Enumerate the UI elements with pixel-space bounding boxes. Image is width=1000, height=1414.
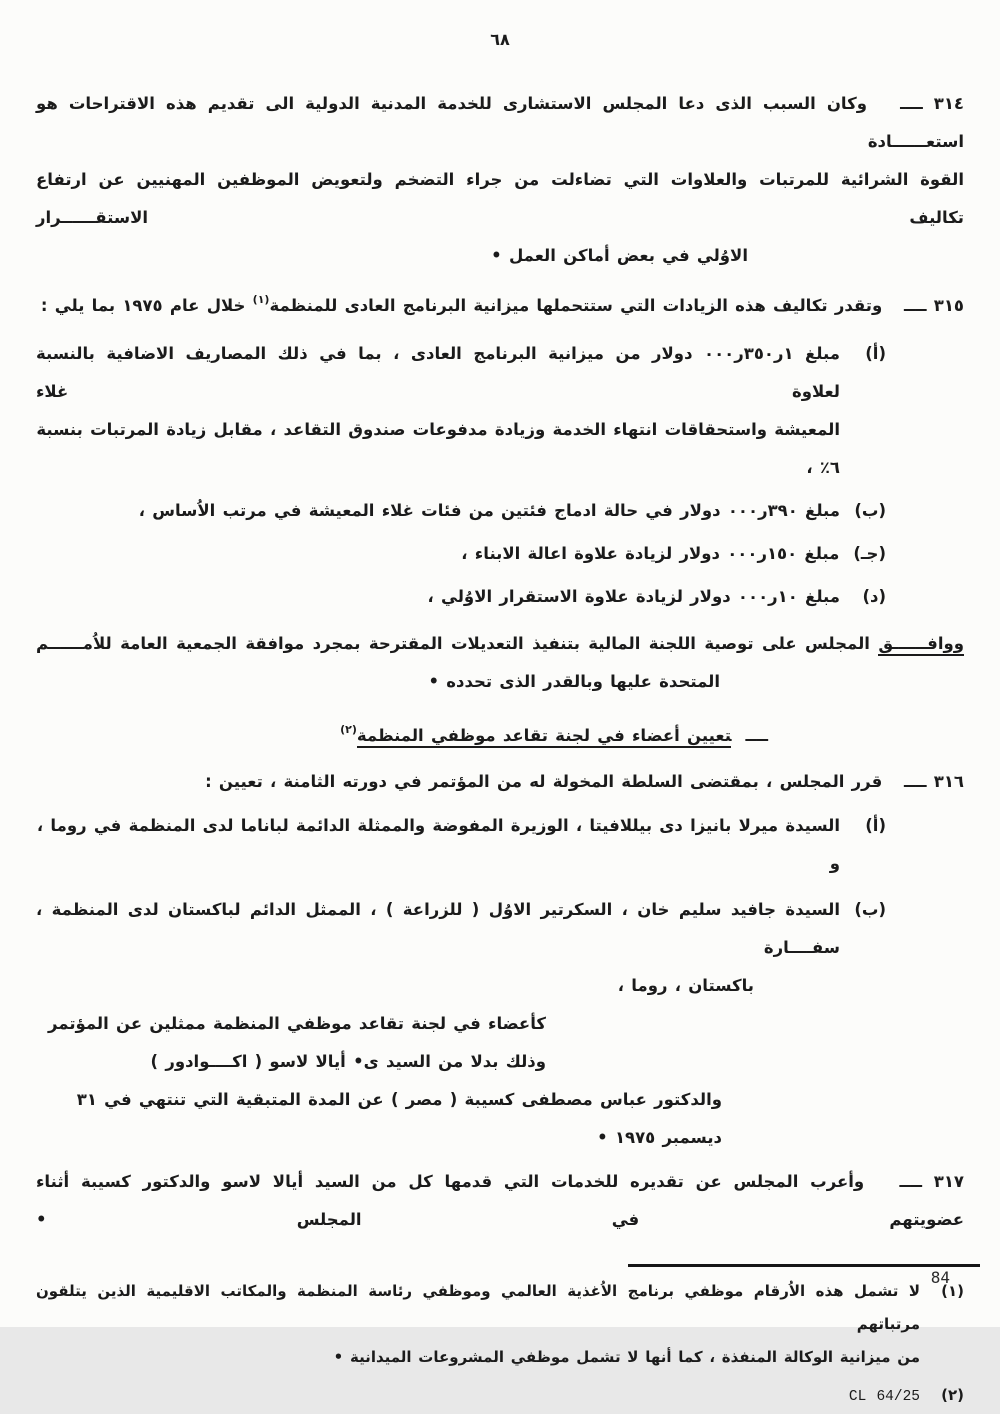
- text-line: القوة الشرائية للمرتبات والعلاوات التي تضاءلت من جراء التضخم ولتعويض الموظفين المهنيين عن ارتفاع تكاليف الاستقــــــرار: [36, 170, 964, 227]
- item-marker: (أ): [865, 344, 886, 363]
- heading-text: تعيين أعضاء في لجنة تقاعد موظفي المنظمة: [357, 726, 732, 748]
- text-line: ٣١٤ ــــ وكان السبب الذى دعا المجلس الاستشارى للخدمة المدنية الدولية الى تقديم هذه الاقتراحات هو استعــــــادة: [36, 94, 964, 151]
- text-line: من ميزانية الوكالة المنفذة ، كما أنها لا تشمل موظفي المشروعات الميدانية •: [333, 1348, 920, 1366]
- footnote-marker: (١): [941, 1282, 964, 1300]
- text-line: مبلغ ١ر٣٥٠ر٠٠٠ دولار من ميزانية البرنامج العادى ، بما في ذلك المصاريف الاضافية بالنسبة لعلاوة غلاء: [36, 344, 840, 401]
- footnote-body: [36, 1275, 920, 1374]
- item-marker: (ب): [854, 501, 886, 520]
- text-line: مبلغ ١٠ر٠٠٠ دولار لزيادة علاوة الاستقرار الاوُلي ،: [427, 587, 840, 606]
- paragraph-314: [36, 85, 964, 275]
- text-line: مبلغ ٣٩٠ر٠٠٠ دولار في حالة ادماج فئتين من فئات غلاء المعيشة في مرتب الاُساس ،: [138, 501, 840, 520]
- footnote-divider: [628, 1264, 980, 1267]
- document-body: [0, 85, 1000, 1414]
- item-body: [36, 335, 840, 487]
- text-line: [36, 281, 964, 325]
- item-body: [36, 807, 840, 883]
- appointee-item-b: [36, 891, 886, 1005]
- footnote-1: [36, 1275, 964, 1374]
- footnote-ref-1: (١): [252, 293, 270, 306]
- text-line: مبلغ ١٥٠ر٠٠٠ دولار لزيادة علاوة اعالة الابناء ،: [461, 544, 840, 563]
- continuation-line: والدكتور عباس مصطفى كسيبة ( مصر ) عن المدة المتبقية التي تنتهي في ٣١ ديسمبر ١٩٧٥ •: [76, 1090, 722, 1147]
- page-number-top: ٦٨: [490, 30, 510, 49]
- continuation-line: كأعضاء في لجنة تقاعد موظفي المنظمة ممثلين عن المؤتمر وذلك بدلا من السيد ى• أيالا لاسو ( اكــــوادور ): [48, 1014, 546, 1071]
- text-line: السيدة ميرلا بانيزا دى بيللافيتا ، الوزيرة المفوضة والممثلة الدائمة لباناما لدى المنظمة في روما ، و: [36, 816, 840, 873]
- item-marker: (أ): [865, 816, 886, 835]
- list-item-c: [36, 535, 886, 573]
- text-line: المتحدة عليها وبالقدر الذى تحدده •: [428, 672, 720, 691]
- paragraph-315-intro-tail: خلال عام ١٩٧٥ بما يلي :: [40, 296, 253, 315]
- paragraph-315: [36, 281, 964, 325]
- document-reference: CL 64/25: [848, 1389, 920, 1405]
- page-number-bottom: 84: [930, 1268, 950, 1287]
- footnote-2: [36, 1379, 964, 1414]
- footnote-ref-2: (٢): [340, 723, 357, 736]
- item-body: [36, 535, 839, 573]
- text-line: المعيشة واستحقاقات انتهاء الخدمة وزيادة مدفوعات صندوق التقاعد ، مقابل زيادة المرتبات بنسبة ٦٪ ،: [36, 420, 840, 477]
- text-line: [36, 625, 964, 663]
- list-item-a: [36, 335, 886, 487]
- paragraph-316: [36, 763, 964, 801]
- footnote-marker: (٢): [941, 1386, 964, 1404]
- appointee-item-a: [36, 807, 886, 883]
- text-line: السيدة جافيد سليم خان ، السكرتير الاوُل ( للزراعة ) ، الممثل الدائم لباكستان لدى المنظمة ، سفــــارة: [36, 900, 840, 957]
- heading-dash: ــــ: [745, 726, 768, 745]
- item-body: [36, 578, 840, 616]
- list-item-d: [36, 578, 886, 616]
- text-line: باكستان ، روما ،: [617, 976, 754, 995]
- item-body: [36, 891, 840, 1005]
- decision-text: المجلس على توصية اللجنة المالية بتنفيذ التعديلات المقترحة بمجرد موافقة الجمعية العامة للاُمــــــم: [36, 634, 879, 653]
- list-item-b: [36, 492, 886, 530]
- paragraph-317: [36, 1163, 964, 1239]
- decision-paragraph: [36, 625, 964, 701]
- underlined-word: ووافــــــق: [878, 634, 964, 656]
- item-marker: (ب): [854, 900, 886, 919]
- text-line: ٣١٧ ــــ وأعرب المجلس عن تقديره للخدمات التي قدمها كل من السيد أيالا لاسو والدكتور كسيبة أثناء عضويتهم في المجلس •: [36, 1172, 964, 1229]
- section-heading: [36, 711, 768, 755]
- text-line: ٣١٦ ــــ قرر المجلس ، بمقتضى السلطة المخولة له من المؤتمر في دورته الثامنة ، تعيين :: [205, 772, 964, 791]
- text-line: لا تشمل هذه الاُرقام موظفي برنامج الاُغذية العالمي وموظفي رئاسة المنظمة والمكاتب الاقليمية الذين يتلقون مرتباتهم: [36, 1282, 920, 1333]
- item-marker: (جـ): [853, 544, 886, 563]
- paragraph-315-intro: ٣١٥ ــــ وتقدر تكاليف هذه الزيادات التي ستتحملها ميزانية البرنامج العادى للمنظمة: [269, 296, 964, 315]
- item-marker: (د): [862, 587, 886, 606]
- text-line: الاوُلي في بعض أماكن العمل •: [491, 246, 748, 265]
- item-body: [36, 492, 840, 530]
